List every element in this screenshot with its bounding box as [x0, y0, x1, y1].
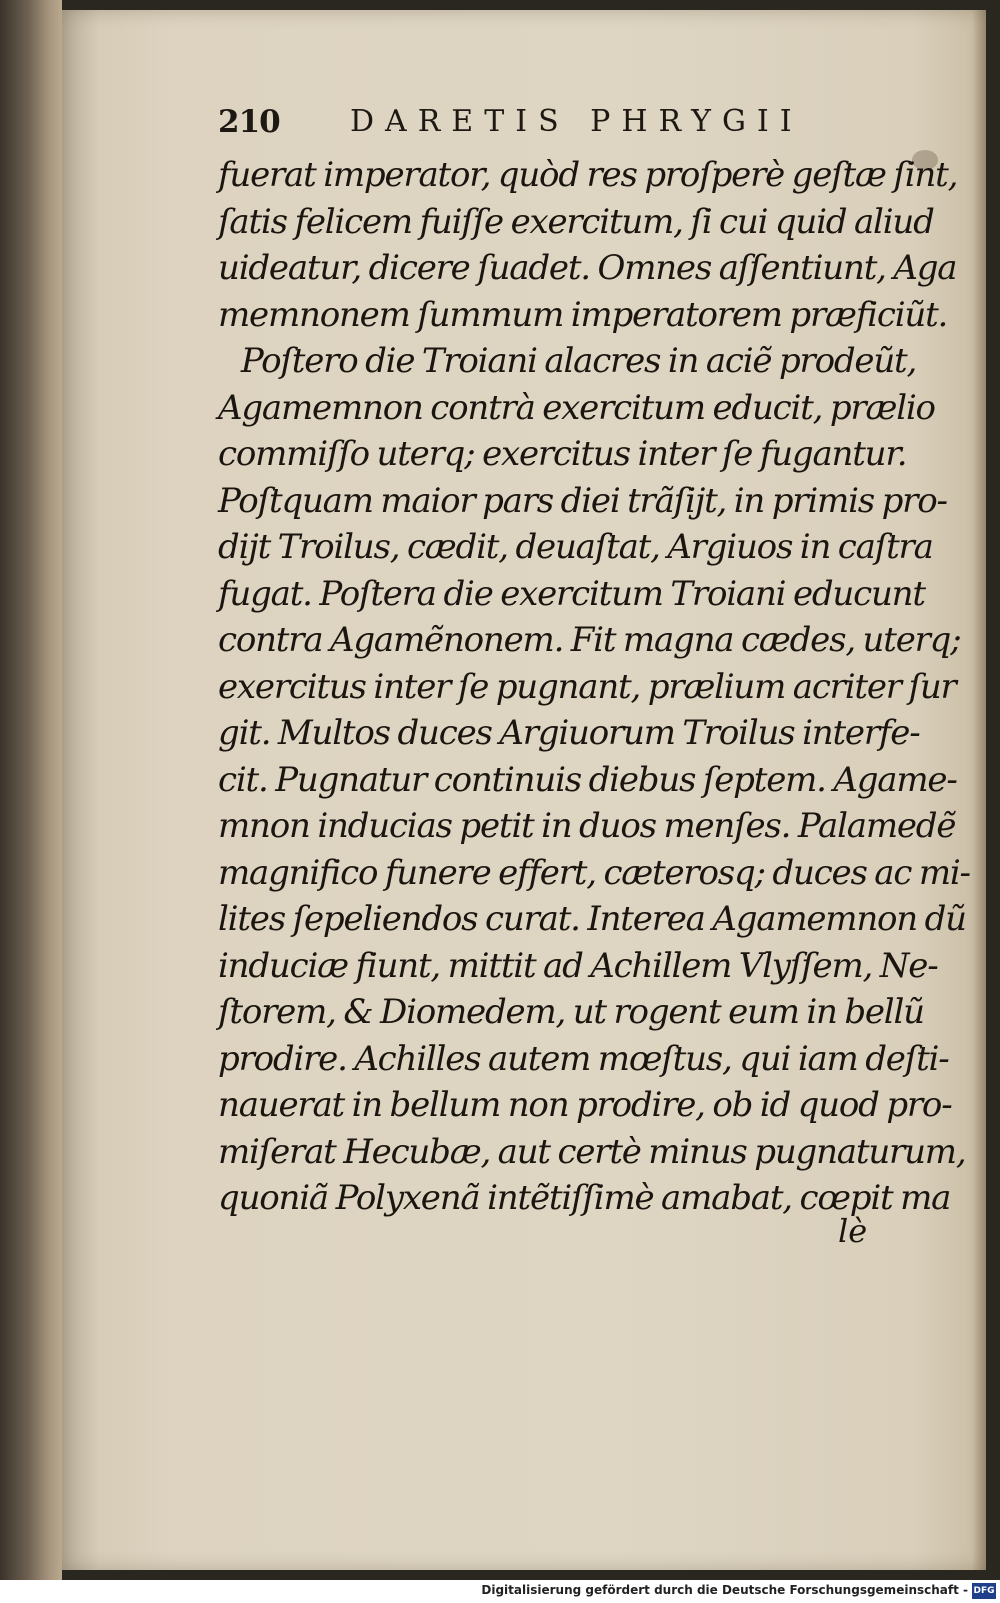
dfg-logo-icon: DFG	[972, 1583, 996, 1599]
page-number: 210	[218, 104, 280, 140]
text-line: lites ſepeliendos curat. Interea Agamemnon dũ	[218, 899, 966, 939]
body-text	[218, 152, 970, 1222]
text-line: dijt Troilus, cædit, deuaſtat, Argiuos in caſtra	[218, 527, 933, 567]
text-line: ſatis felicem fuiſſe exercitum, ſi cui quid aliud	[218, 201, 934, 242]
text-line: Poſtero die Troiani alacres in aciẽ prodeũt,	[218, 341, 917, 381]
text-line: uideatur, dicere ſuadet. Omnes aſſentiunt, Aga	[218, 248, 957, 288]
text-line: fuerat imperator, quòd res proſperè geſtæ ſint,	[218, 155, 958, 195]
text-line: cit. Pugnatur continuis diebus ſeptem. Agame-	[218, 759, 957, 800]
digitization-credit: Digitalisierung gefördert durch die Deutsche Forschungsgemeinschaft -	[481, 1583, 968, 1597]
text-line: miſerat Hecubæ, aut certè minus pugnaturum,	[218, 1131, 966, 1172]
text-line: ſtorem, & Diomedem, ut rogent eum in bellũ	[218, 992, 924, 1032]
running-title: DARETIS PHRYGII	[350, 104, 803, 139]
text-line: magnifico funere effert, cæterosq; duces ac mi-	[218, 852, 970, 893]
text-line: quoniã Polyxenã intẽtiſſimè amabat, cœpit ma	[218, 1178, 951, 1218]
footer-bar	[0, 1580, 1000, 1603]
text-line: contra Agamẽnonem. Fit magna cædes, uterq;	[218, 620, 961, 660]
text-line: commiſſo uterq; exercitus inter ſe fugantur.	[218, 434, 907, 474]
text-line: Agamemnon contrà exercitum educit, prælio	[218, 387, 935, 428]
page-header	[218, 96, 878, 152]
text-line: nauerat in bellum non prodire, ob id quod pro-	[218, 1085, 952, 1125]
text-line: exercitus inter ſe pugnant, prælium acriter ſur	[218, 666, 956, 707]
text-line: induciæ fiunt, mittit ad Achillem Vlyſſem, Ne-	[218, 945, 938, 986]
text-line: Poſtquam maior pars diei trãſijt, in primis pro-	[218, 480, 947, 521]
text-line: fugat. Poſtera die exercitum Troiani educunt	[218, 573, 925, 614]
text-line: memnonem ſummum imperatorem præficiũt.	[218, 294, 948, 335]
book-spine	[0, 0, 62, 1580]
text-line: mnon inducias petit in duos menſes. Palamedẽ	[218, 806, 956, 846]
text-line: prodire. Achilles autem mœſtus, qui iam deſti-	[218, 1038, 949, 1079]
catchword: lè	[838, 1212, 868, 1250]
text-line: git. Multos duces Argiuorum Troilus interfe-	[218, 713, 920, 753]
page-edge-shadow	[972, 10, 986, 1570]
